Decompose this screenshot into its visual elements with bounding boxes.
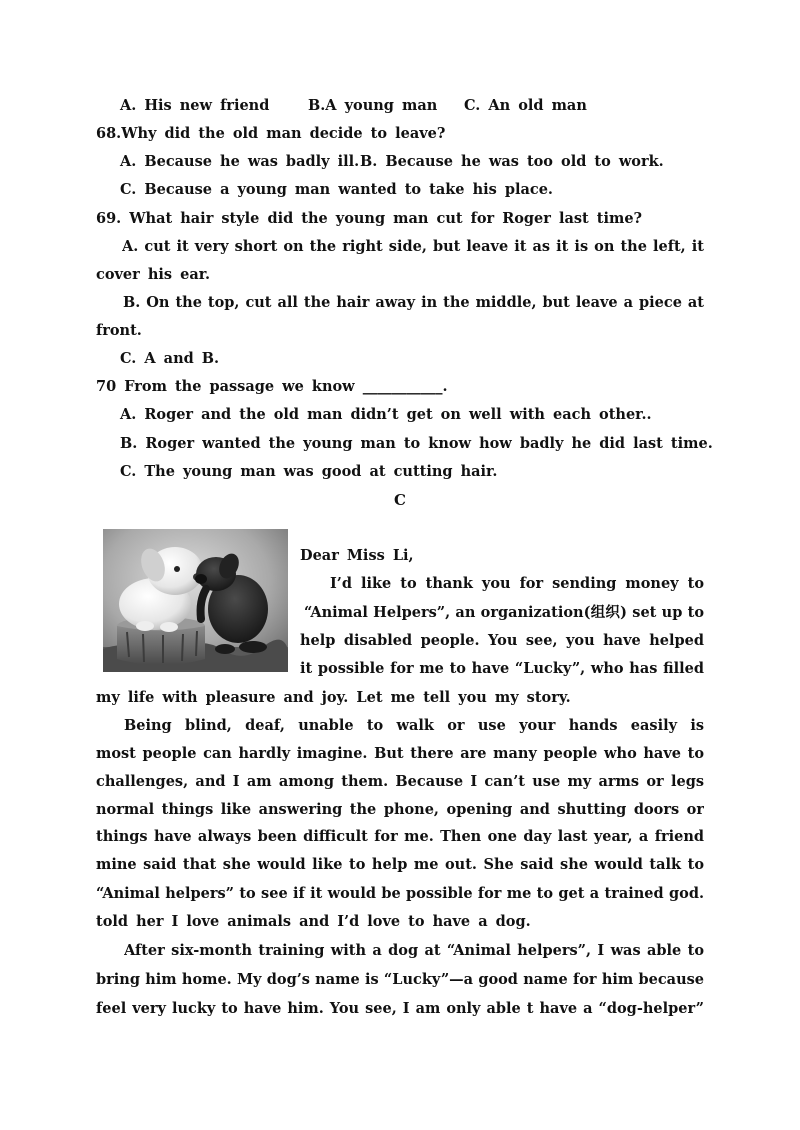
- q69-option-b-line2: front.: [96, 322, 142, 339]
- q67-option-a: A. His new friend: [120, 97, 270, 114]
- q69-question: 69. What hair style did the young man cut for Roger last time?: [96, 210, 643, 227]
- letter-p3-line2: bring him home. My dog’s name is “Lucky”—a good name for him because: [96, 971, 704, 988]
- q70-option-b: B. Roger wanted the young man to know how badly he did last time.: [120, 435, 713, 452]
- letter-p1-line4: it possible for me to have “Lucky”, who has filled: [300, 660, 704, 677]
- letter-p2-line1: Being blind, deaf, unable to walk or use your hands easily is: [124, 717, 704, 734]
- letter-p2-line6: mine said that she would like to help me out. She said she would talk to: [96, 856, 704, 873]
- letter-p1-line2: “Animal Helpers”, an organization(组织) set up to: [304, 604, 704, 621]
- letter-p2-line4: normal things like answering the phone, opening and shutting doors or: [96, 801, 704, 818]
- letter-p2-line3: challenges, and I am among them. Because I can’t use my arms or legs: [96, 773, 704, 790]
- q68-option-b: B. Because he was too old to work.: [360, 153, 664, 170]
- q68-options-ab: [120, 152, 664, 172]
- q69-option-a-line2: cover his ear.: [96, 266, 211, 283]
- section-heading: C: [394, 491, 406, 509]
- q69-option-a-line1: A. cut it very short on the right side, but leave it as it is on the left, it: [122, 238, 704, 255]
- q67-option-b: B.A young man: [308, 97, 438, 114]
- letter-p1-line3: help disabled people. You see, you have helped: [300, 632, 704, 649]
- letter-p2-line7: “Animal helpers” to see if it would be possible for me to get a trained god.: [96, 885, 704, 902]
- q67-options: [120, 96, 587, 116]
- q70-question: 70 From the passage we know ___________.: [96, 378, 448, 395]
- q70-option-a: A. Roger and the old man didn’t get on well with each other..: [120, 406, 652, 423]
- letter-p1-line5: my life with pleasure and joy. Let me tell you my story.: [96, 689, 571, 706]
- q68-question: 68.Why did the old man decide to leave?: [96, 125, 446, 142]
- q68-option-a: A. Because he was badly ill.: [120, 153, 360, 170]
- letter-p1-line1: I’d like to thank you for sending money to: [330, 575, 704, 592]
- q68-option-c: C. Because a young man wanted to take his place.: [120, 181, 553, 198]
- letter-p3-line3: feel very lucky to have him. You see, I am only able t have a “dog-helper”: [96, 1000, 704, 1017]
- letter-p2-line8: told her I love animals and I’d love to have a dog.: [96, 913, 531, 930]
- letter-salutation: Dear Miss Li,: [300, 547, 414, 564]
- q67-option-c: C. An old man: [464, 97, 587, 114]
- puppies-photo: [103, 529, 288, 672]
- q69-option-b-line1: B. On the top, cut all the hair away in the middle, but leave a piece at: [123, 294, 704, 311]
- letter-p2-line2: most people can hardly imagine. But there are many people who have to: [96, 745, 704, 762]
- letter-p2-line5: things have always been difficult for me. Then one day last year, a friend: [96, 828, 704, 845]
- q70-option-c: C. The young man was good at cutting hair.: [120, 463, 498, 480]
- q69-option-c: C. A and B.: [120, 350, 220, 367]
- letter-p3-line1: After six-month training with a dog at “Animal helpers”, I was able to: [124, 942, 704, 959]
